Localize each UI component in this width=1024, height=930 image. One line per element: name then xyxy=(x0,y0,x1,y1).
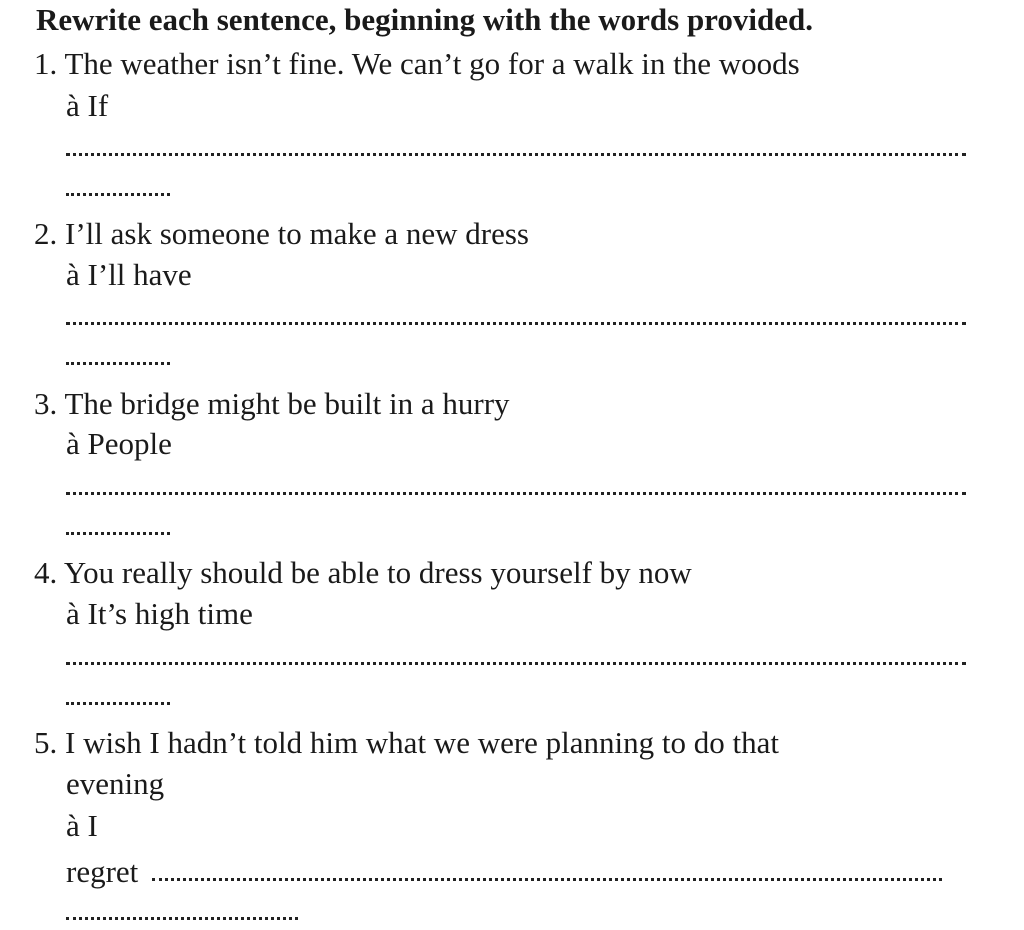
question-number: 1. xyxy=(34,46,58,81)
answer-line-1-continued[interactable] xyxy=(66,193,170,196)
answer-line-2[interactable] xyxy=(66,322,966,325)
instruction-heading: Rewrite each sentence, beginning with the words provided. xyxy=(36,2,813,37)
question-sentence: The weather isn’t fine. We can’t go for a walk in the woods xyxy=(64,46,800,81)
question-number: 5. xyxy=(34,725,58,760)
answer-line-2-continued[interactable] xyxy=(66,362,170,365)
question-1-prompt: à If xyxy=(66,88,109,123)
answer-line-5-continued[interactable] xyxy=(66,917,298,920)
answer-line-5[interactable] xyxy=(152,878,942,881)
question-4-prompt: à It’s high time xyxy=(66,596,253,631)
question-2 xyxy=(34,218,529,249)
answer-line-1[interactable] xyxy=(66,153,966,156)
answer-line-3[interactable] xyxy=(66,492,966,495)
question-5-prompt-continued: regret xyxy=(66,854,139,889)
answer-line-3-continued[interactable] xyxy=(66,532,170,535)
question-number: 4. xyxy=(34,555,58,590)
answer-line-4-continued[interactable] xyxy=(66,702,170,705)
question-5 xyxy=(34,727,779,758)
question-sentence: The bridge might be built in a hurry xyxy=(64,386,510,421)
question-sentence: I’ll ask someone to make a new dress xyxy=(65,216,530,251)
question-5-prompt: à I xyxy=(66,808,98,843)
question-1 xyxy=(34,48,800,79)
question-number: 2. xyxy=(34,216,58,251)
question-2-prompt: à I’ll have xyxy=(66,257,192,292)
question-3 xyxy=(34,388,510,419)
question-4 xyxy=(34,557,692,588)
answer-line-4[interactable] xyxy=(66,662,966,665)
question-5-sentence-continued: evening xyxy=(66,766,165,801)
question-sentence: I wish I hadn’t told him what we were planning to do that xyxy=(65,725,780,760)
question-number: 3. xyxy=(34,386,58,421)
question-3-prompt: à People xyxy=(66,426,172,461)
question-sentence: You really should be able to dress yourself by now xyxy=(63,555,692,590)
